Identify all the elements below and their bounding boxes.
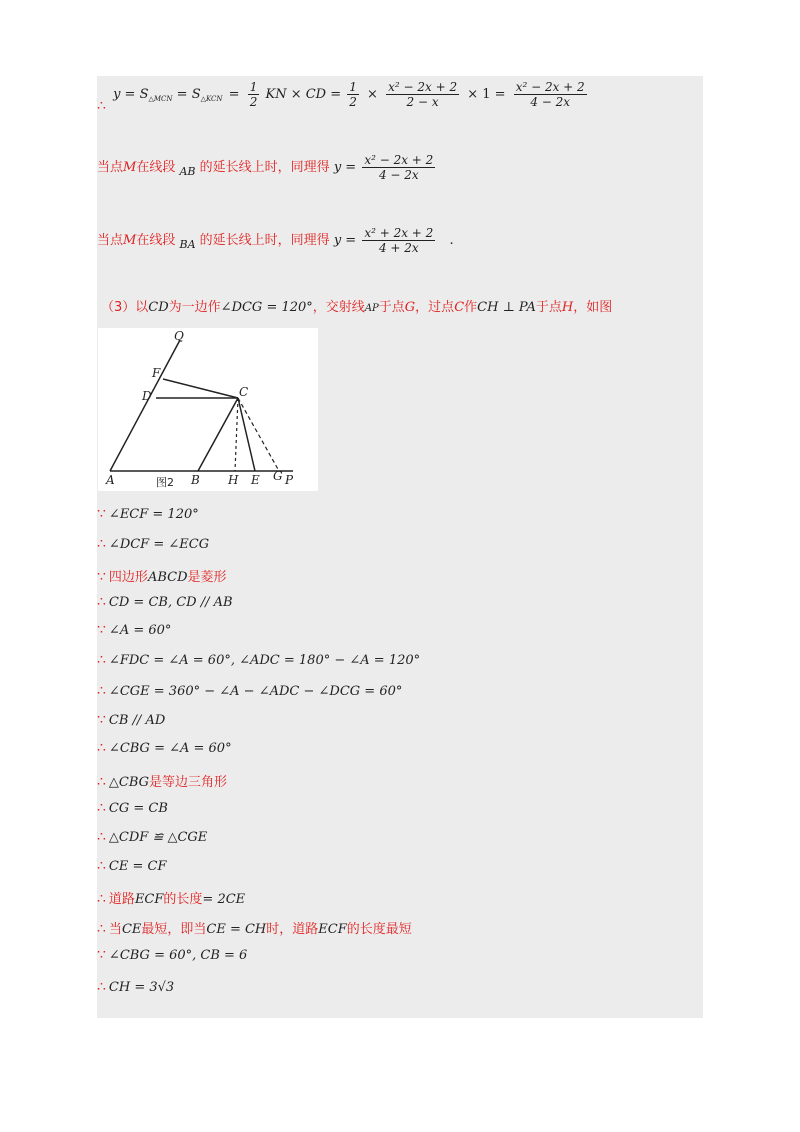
math: H xyxy=(561,300,574,315)
math-sub: △MCN xyxy=(148,95,173,103)
step-math: ∠FDC = ∠A = 60°, ∠ADC = 180° − ∠A = 120° xyxy=(108,653,421,668)
math-eq: = S xyxy=(176,87,201,102)
text: 于点 xyxy=(535,300,562,315)
proof-step xyxy=(97,566,227,585)
numerator: x² + 2x + 2 xyxy=(364,226,434,240)
text: 的延长线上时，同理得 xyxy=(199,160,330,175)
step-math: ∠ECF = 120° xyxy=(108,507,199,522)
line-ch xyxy=(235,398,238,471)
figure-svg xyxy=(98,328,318,491)
denominator: 2 xyxy=(349,95,357,109)
math-y: y = xyxy=(333,160,357,175)
text: 作 xyxy=(464,300,478,315)
geometry-figure xyxy=(98,328,318,491)
proof-step xyxy=(97,652,420,668)
proof-step xyxy=(97,536,209,552)
math: AP xyxy=(364,303,379,314)
numerator: x² − 2x + 2 xyxy=(364,153,434,167)
text: ，过点 xyxy=(415,300,455,315)
fraction-expression xyxy=(386,80,459,109)
label-p: P xyxy=(285,473,294,487)
math-y-s: y = S xyxy=(113,87,149,102)
label-e: E xyxy=(251,473,260,487)
step-text: 的长度最短 xyxy=(346,922,412,937)
step-math: ∠CGE = 360° − ∠A − ∠ADC − ∠DCG = 60° xyxy=(108,684,403,699)
step-text: 是菱形 xyxy=(187,570,227,585)
fraction xyxy=(362,153,435,182)
label-b: B xyxy=(191,473,200,487)
step-math: CD = CB, CD // AB xyxy=(108,595,233,610)
denominator: 4 + 2x xyxy=(378,241,419,255)
proof-step xyxy=(97,829,207,845)
reason-symbol: ∴ xyxy=(97,829,106,845)
step-math: CG = CB xyxy=(108,801,168,816)
segment-label: AB xyxy=(179,165,196,178)
label-a: A xyxy=(106,473,115,487)
step-text: 道路 xyxy=(108,892,135,907)
step-math: CB // AD xyxy=(108,713,166,728)
step-text: 当 xyxy=(108,922,122,937)
fraction-half xyxy=(347,80,359,109)
math-kncd: KN × CD = xyxy=(265,87,342,102)
step-math: ∠CBG = ∠A = 60° xyxy=(108,741,232,756)
step-text: 时，道路 xyxy=(266,922,319,937)
label-q: Q xyxy=(174,329,184,343)
math-sub: △KCN xyxy=(200,95,223,103)
reason-symbol: ∴ xyxy=(97,652,106,668)
math: CD xyxy=(148,300,169,315)
text: ，交射线 xyxy=(312,300,365,315)
label-g: G xyxy=(273,469,283,483)
step-math: △CDF ≌ △CGE xyxy=(108,830,208,845)
reason-symbol: ∵ xyxy=(97,622,106,638)
proof-step xyxy=(97,947,247,963)
fraction-half xyxy=(248,80,260,109)
label-h: H xyxy=(228,473,239,487)
proof-step xyxy=(97,622,171,638)
text: 在线段 xyxy=(136,233,176,248)
text: （3）以 xyxy=(101,300,149,315)
therefore-symbol: ∴ xyxy=(97,98,106,114)
label-f: F xyxy=(152,366,161,380)
reason-symbol: ∵ xyxy=(97,569,106,585)
proof-step xyxy=(97,740,232,756)
step-math: △CBG xyxy=(108,775,150,790)
label-c: C xyxy=(239,385,249,399)
step-text: 是等边三角形 xyxy=(149,775,228,790)
math: ∠DCG = 120° xyxy=(220,300,313,315)
text: 为一边作 xyxy=(168,300,221,315)
period: . xyxy=(449,233,454,248)
proof-step xyxy=(97,979,174,995)
proof-step xyxy=(97,506,199,522)
reason-symbol: ∴ xyxy=(97,979,106,995)
numerator: x² − 2x + 2 xyxy=(388,80,458,94)
step-math: CE = CF xyxy=(108,859,167,874)
step-text: 最短，即当 xyxy=(141,922,207,937)
reason-symbol: ∴ xyxy=(97,891,106,907)
text: 当点 xyxy=(97,160,124,175)
reason-symbol: ∵ xyxy=(97,947,106,963)
point-m: M xyxy=(123,233,137,248)
case-ab-line xyxy=(97,153,437,182)
reason-symbol: ∴ xyxy=(97,800,106,816)
point-m: M xyxy=(123,160,137,175)
step-math: ECF xyxy=(318,922,347,937)
text: 当点 xyxy=(97,233,124,248)
step-math: ∠DCF = ∠ECG xyxy=(108,537,210,552)
proof-step xyxy=(97,683,402,699)
math-times-one: × 1 = xyxy=(467,87,506,102)
reason-symbol: ∴ xyxy=(97,921,106,937)
math: CH ⊥ PA xyxy=(477,300,536,315)
reason-symbol: ∴ xyxy=(97,858,106,874)
numerator: 1 xyxy=(349,80,357,94)
reason-symbol: ∵ xyxy=(97,506,106,522)
math-eq: = xyxy=(228,87,240,102)
numerator: x² − 2x + 2 xyxy=(515,80,585,94)
step-text: 的长度 xyxy=(163,892,203,907)
text: ，如图 xyxy=(573,300,613,315)
step-math: ∠CBG = 60°, CB = 6 xyxy=(108,948,248,963)
math-y: y = xyxy=(333,233,357,248)
step-math: CE xyxy=(121,922,142,937)
step-math: CE = CH xyxy=(206,922,267,937)
segment-label: BA xyxy=(179,238,196,251)
text: 于点 xyxy=(378,300,405,315)
step-math: ECF xyxy=(134,892,164,907)
math: C xyxy=(454,300,465,315)
math-times: × xyxy=(367,87,378,102)
step-math: = 2CE xyxy=(202,892,246,907)
formula-line-1 xyxy=(97,80,589,114)
proof-step xyxy=(97,594,233,610)
part3-line xyxy=(101,296,612,315)
step-math: ABCD xyxy=(147,570,188,585)
proof-step xyxy=(97,888,245,907)
label-d: D xyxy=(142,389,152,403)
reason-symbol: ∴ xyxy=(97,594,106,610)
step-text: 四边形 xyxy=(108,570,148,585)
reason-symbol: ∴ xyxy=(97,774,106,790)
line-fc xyxy=(163,379,238,398)
text: 在线段 xyxy=(136,160,176,175)
denominator: 2 xyxy=(249,95,258,109)
reason-symbol: ∵ xyxy=(97,712,106,728)
line-ce xyxy=(238,398,255,471)
line-cb xyxy=(198,398,238,471)
line-aq xyxy=(110,340,180,471)
step-math: ∠A = 60° xyxy=(108,623,172,638)
reason-symbol: ∴ xyxy=(97,740,106,756)
denominator: 4 − 2x xyxy=(378,168,419,182)
proof-step xyxy=(97,771,227,790)
denominator: 2 − x xyxy=(406,95,439,109)
proof-step xyxy=(97,712,165,728)
figure-caption: 图2 xyxy=(156,476,174,489)
math: G xyxy=(404,300,416,315)
line-cg xyxy=(238,398,279,471)
denominator: 4 − 2x xyxy=(530,95,571,109)
reason-symbol: ∴ xyxy=(97,683,106,699)
fraction-result xyxy=(514,80,587,109)
proof-step xyxy=(97,858,166,874)
case-ba-line xyxy=(97,226,456,255)
fraction xyxy=(362,226,435,255)
reason-symbol: ∴ xyxy=(97,536,106,552)
numerator: 1 xyxy=(249,80,258,94)
text: 的延长线上时，同理得 xyxy=(199,233,330,248)
proof-step xyxy=(97,800,168,816)
step-math: CH = 3√3 xyxy=(108,980,175,995)
proof-step xyxy=(97,918,412,937)
